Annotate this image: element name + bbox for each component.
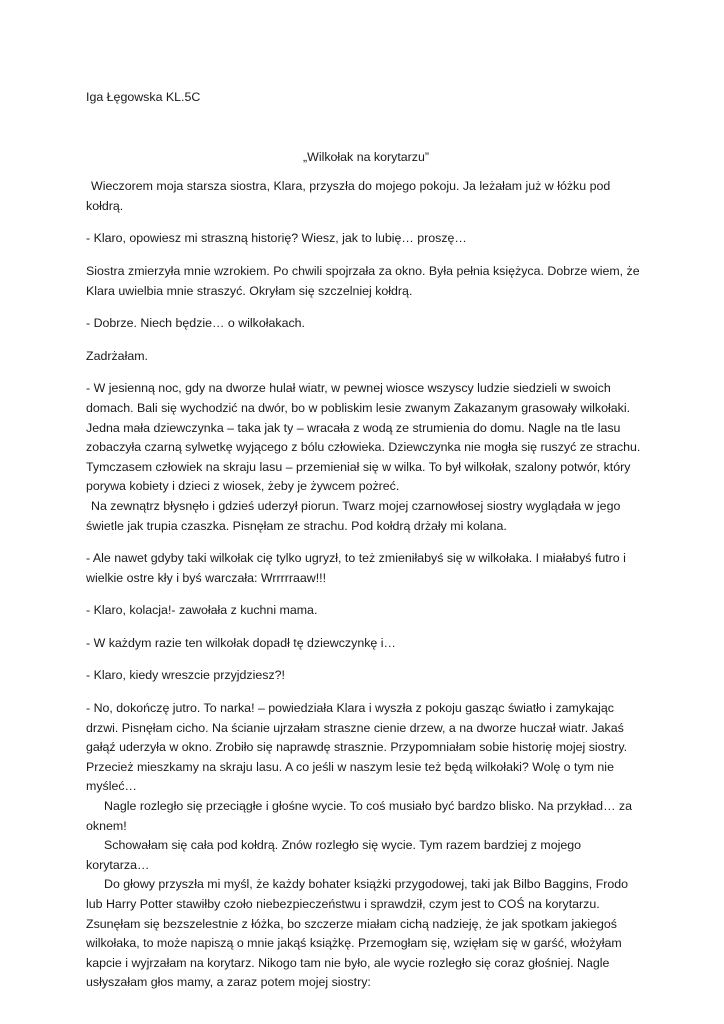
paragraph-1: Wieczorem moja starsza siostra, Klara, przyszła do mojego pokoju. Ja leżałam już w łóżku pod kołdrą. (86, 179, 614, 213)
paragraph-7: Na zewnątrz błysnęło i gdzieś uderzył piorun. Twarz mojej czarnowłosej siostry wyglądała w jego świetle jak trupia czaszka. Pisnęłam ze strachu. Pod kołdrą drżały mi kolana. (86, 498, 624, 533)
paragraph-10: - W każdym razie ten wilkołak dopadł tę dziewczynkę i… (86, 635, 396, 650)
paragraph-14: Schowałam się cała pod kołdrą. Znów rozległo się wycie. Tym razem bardziej z mojego korytarza… (86, 838, 585, 872)
author-line: Iga Łęgowska KL.5C (86, 90, 201, 104)
paragraph-15: Do głowy przyszła mi myśl, że każdy bohater książki przygodowej, taki jak Bilbo Baggins, Frodo lub Harry Potter stawiłby czoło niebezpieczeństwu i sprawdził, czym jest to COŚ na korytarzu. Zsunęłam się bezszelestnie z łóżka, bo szczerze miałam cichą nadzieję, że jak spotkam jakiegoś wilkołaka, to może napiszą o mnie jakąś książkę. Przemogłam się, wzięłam się w garść, włożyłam kapcie i wyjrzałam na korytarz. Nikogo tam nie było, ale wycie rozległo się coraz głośniej. Nagle usłyszałam głos mamy, a zaraz potem mojej siostry: (86, 877, 632, 990)
paragraph-13: Nagle rozległo się przeciągłe i głośne wycie. To coś musiało być bardzo blisko. Na przykład… za oknem! (86, 799, 636, 833)
document-body (86, 88, 646, 993)
paragraph-11: - Klaro, kiedy wreszcie przyjdziesz?! (86, 668, 286, 683)
paragraph-6: - W jesienną noc, gdy na dworze hulał wiatr, w pewnej wiosce wszyscy ludzie siedzieli w swoich domach. Bali się wychodzić na dwór, bo w pobliskim lesie zwanym Zakazanym grasowały wilkołaki. Jedna mała dziewczynka – taka jak ty – wracała z wodą ze strumienia do domu. Nagle na tle lasu zobaczyła czarną sylwetkę wyjącego z bólu człowieka. Dziewczynka nie mogła się ruszyć ze strachu. Tymczasem człowiek na skraju lasu – przemieniał się w wilka. To był wilkołak, szalony potwór, który porywa kobiety i dzieci z wiosek, żeby je żywcem pożreć. (86, 381, 644, 494)
paragraph-12: - No, dokończę jutro. To narka! – powiedziała Klara i wyszła z pokoju gasząc światło i zamykając drzwi. Pisnęłam cicho. Na ścianie ujrzałam straszne cienie drzew, a na dworze huczał wiatr. Jakaś gałąź uderzyła w okno. Zrobiło się naprawdę strasznie. Przypomniałam sobie historię mojej siostry. Przecież mieszkamy na skraju lasu. A co jeśli w naszym lesie też będą wilkołaki? Wolę o tym nie myśleć… (86, 701, 631, 794)
paragraph-2: - Klaro, opowiesz mi straszną historię? Wiesz, jak to lubię… proszę… (86, 231, 467, 246)
paragraph-3: Siostra zmierzyła mnie wzrokiem. Po chwili spojrzała za okno. Była pełnia księżyca. Dobrze wiem, że Klara uwielbia mnie straszyć. Okryłam się szczelniej kołdrą. (86, 263, 644, 298)
paragraph-9: - Klaro, kolacja!- zawołała z kuchni mama. (86, 603, 318, 618)
paragraph-4: - Dobrze. Niech będzie… o wilkołakach. (86, 316, 305, 331)
paragraph-5: Zadrżałam. (86, 348, 148, 363)
story-title: „Wilkołak na korytarzu” (303, 149, 429, 164)
paragraph-8: - Ale nawet gdyby taki wilkołak cię tylko ugryzł, to też zmieniłabyś się w wilkołaka. I miałabyś futro i wielkie ostre kły i byś warczała: Wrrrrraaw!!! (86, 551, 630, 585)
